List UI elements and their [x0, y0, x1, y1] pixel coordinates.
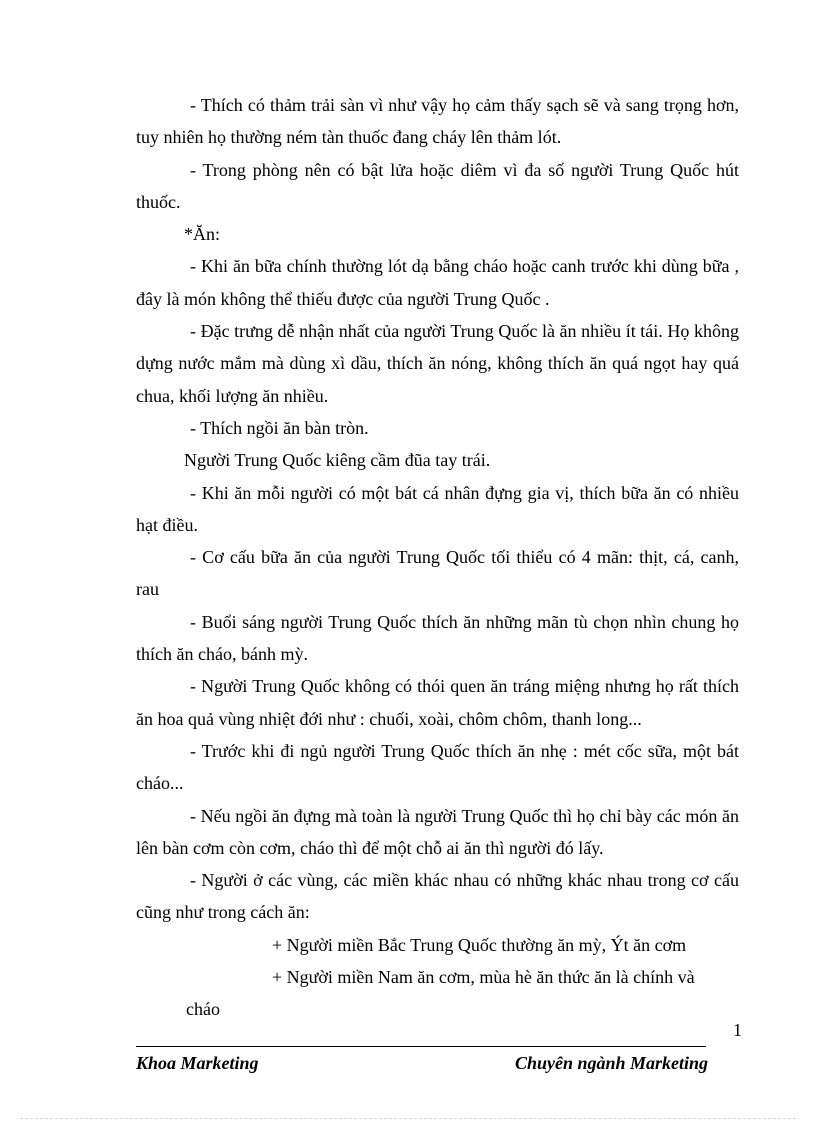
paragraph-left-hand: Người Trung Quốc kiêng cầm đũa tay trái.: [184, 450, 491, 471]
paragraph-breakfast: - Buổi sáng người Trung Quốc thích ăn những mãn tù chọn nhìn chung họ thích ăn cháo, bánh mỳ.: [136, 611, 739, 665]
page-bottom-edge: [20, 1118, 796, 1119]
footer-right: Chuyên ngành Marketing: [514, 1053, 708, 1073]
body-text: [136, 89, 739, 1026]
bullet-south-continued: cháo: [186, 999, 220, 1020]
paragraph-before-sleep: - Trước khi đi ngủ người Trung Quốc thích ăn nhẹ : mét cốc sữa, một bát cháo...: [136, 740, 739, 794]
bullet-north: + Người miền Bắc Trung Quốc thường ăn mỳ, Ýt ăn cơm: [272, 934, 687, 955]
paragraph-carpet: - Thích có thảm trải sàn vì như vậy họ cảm thấy sạch sẽ và sang trọng hơn, tuy nhiên họ thường ném tàn thuốc đang cháy lên thảm lót.: [136, 95, 739, 148]
section-heading-eating: *Ăn:: [184, 224, 220, 245]
footer-divider: [136, 1046, 706, 1047]
footer-left: Khoa Marketing: [136, 1053, 259, 1073]
paragraph-characteristics: - Đặc trưng dễ nhận nhất của người Trung Quốc là ăn nhiều ít tái. Họ không dựng nước mắm mà dùng xì dầu, thích ăn nóng, không thích ăn quá ngọt hay quá chua, khối lượng ăn nhiều.: [136, 321, 739, 406]
paragraph-regions: - Người ở các vùng, các miền khác nhau có những khác nhau trong cơ cấu cũng như trong cách ăn:: [136, 870, 739, 923]
bullet-south: + Người miền Nam ăn cơm, mùa hè ăn thức ăn là chính và: [272, 967, 695, 988]
page-number: 1: [733, 1020, 742, 1040]
paragraph-round-table: - Thích ngồi ăn bàn tròn.: [190, 417, 369, 438]
paragraph-meal-structure: - Cơ cấu bữa ăn của người Trung Quốc tối thiểu có 4 mãn: thịt, cá, canh, rau: [136, 547, 739, 600]
paragraph-dessert: - Người Trung Quốc không có thói quen ăn tráng miệng nhưng họ rất thích ăn hoa quả vùng nhiệt đới như : chuối, xoài, chôm chôm, thanh long...: [136, 676, 739, 729]
paragraph-serving: - Nếu ngồi ăn đựng mà toàn là người Trung Quốc thì họ chỉ bày các món ăn lên bàn cơm còn cơm, cháo thì để một chỗ ai ăn thì người đó lấy.: [136, 805, 739, 858]
paragraph-main-meal: - Khi ăn bữa chính thường lót dạ bằng cháo hoặc canh trước khi dùng bữa , đây là món không thể thiếu được của người Trung Quốc .: [136, 256, 739, 309]
paragraph-lighter: - Trong phòng nên có bật lửa hoặc diêm vì đa số người Trung Quốc hút thuốc.: [136, 159, 739, 212]
paragraph-spices: - Khi ăn mỗi người có một bát cá nhân đựng gia vị, thích bữa ăn có nhiều hạt điều.: [136, 482, 739, 535]
